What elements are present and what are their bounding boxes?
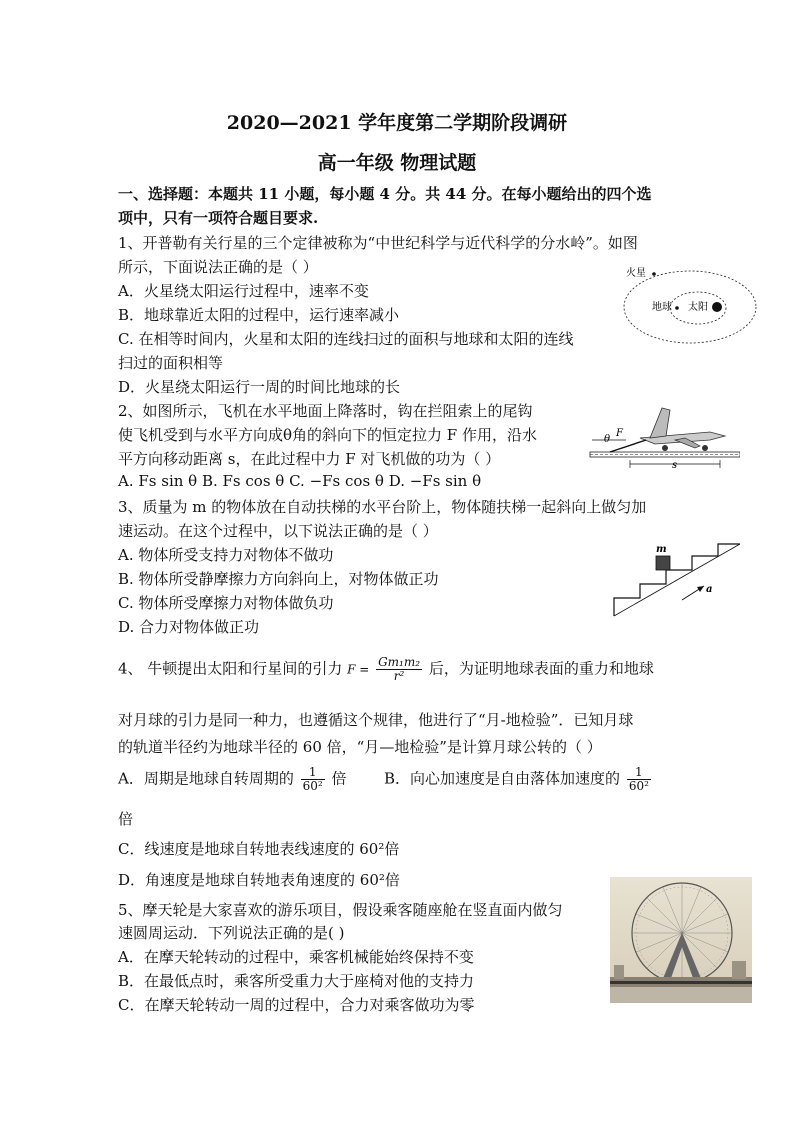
q4-option-a-pre: A．周期是地球自转周期的 [118,769,294,788]
q5-option-a: A．在摩天轮转动的过程中，乘客机械能始终保持不变 [118,948,474,966]
orbit-figure [620,262,760,352]
plane-figure [570,400,740,470]
q5-stem: 5、摩天轮是大家喜欢的游乐项目，假设乘客随座舱在竖直面内做匀 [118,901,563,919]
q4-stem-cont: 对月球的引力是同一种力，也遵循这个规律，他进行了“月-地检验”．已知月球 [118,711,634,729]
formula-lhs: F = [347,662,370,677]
page-subtitle: 高一年级 物理试题 [317,152,477,174]
formula-numerator: Gm₁m₂ [378,655,421,669]
q4-option-d: D．角速度是地球自转地表角速度的 60²倍 [118,871,400,889]
escalator-figure [612,540,744,620]
mass-label: m [656,544,667,555]
earth-label: 地球 [652,302,672,313]
page-title: 2020—2021 学年度第二学期阶段调研 [226,112,568,134]
sun-label: 太阳 [688,302,708,313]
q3-option-d: D. 合力对物体做正功 [118,618,260,636]
fraction-a-num: 1 [301,766,325,780]
q4-options-ab [118,766,347,793]
q1-option-d: D．火星绕太阳运行一周的时间比地球的长 [118,378,401,396]
q4-stem-cont2: 的轨道半径约为地球半径的 60 倍，“月—地检验”是计算月球公转的（ ） [118,738,602,756]
accel-label: a [706,584,713,595]
q1-option-a: A．火星绕太阳运行过程中，速率不变 [118,282,369,300]
q4-stem-post: 后，为证明地球表面的重力和地球 [428,659,654,678]
q5-option-b: B．在最低点时，乘客所受重力大于座椅对他的支持力 [118,972,475,990]
fraction-b-num: 1 [627,766,651,780]
q4-option-b-post: 倍 [118,810,134,828]
section-heading: 一、选择题：本题共 11 小题，每小题 4 分。共 44 分。在每小题给出的四个选 [118,185,652,203]
theta-label: θ [604,434,611,445]
q5-stem-cont: 速圆周运动．下列说法正确的是( ) [118,924,345,942]
q4-option-a-post: 倍 [331,769,347,788]
fraction-b-den: 60² [628,779,649,793]
q1-stem: 1、开普勒有关行星的三个定律被称为“中世纪科学与近代科学的分水岭”。如图 [118,234,638,252]
formula-denominator: r² [393,669,405,683]
q3-option-b: B. 物体所受静摩擦力方向斜向上，对物体做正功 [118,570,439,588]
q3-option-c: C. 物体所受摩擦力对物体做负功 [118,594,334,612]
q1-option-c-cont: 扫过的面积相等 [118,354,224,372]
q4-option-b [384,766,653,793]
q2-stem-cont: 使飞机受到与水平方向成θ角的斜向下的恒定拉力 F 作用，沿水 [118,426,537,444]
fraction-a-den: 60² [302,779,323,793]
ferris-wheel-photo [610,877,752,1003]
q3-option-a: A. 物体所受支持力对物体不做功 [118,546,334,564]
section-heading-cont: 项中，只有一项符合题目要求. [118,209,319,227]
fraction-a [301,766,325,793]
q2-stem: 2、如图所示，飞机在水平地面上降落时，钩在拦阻索上的尾钩 [118,402,533,420]
q1-option-c: C. 在相等时间内，火星和太阳的连线扫过的面积与地球和太阳的连线 [118,330,574,348]
q5-option-c: C．在摩天轮转动一周的过程中，合力对乘客做功为零 [118,996,475,1014]
q2-stem-cont2: 平方向移动距离 s，在此过程中力 F 对飞机做的功为（ ） [118,450,501,468]
force-label: F [616,428,623,439]
q2-options: A. Fs sin θ B. Fs cos θ C. −Fs cos θ D. −Fs sin θ [118,472,482,490]
q4-stem [118,656,654,683]
q4-stem-pre: 4、 牛顿提出太阳和行星间的引力 [118,659,343,678]
mars-label: 火星 [626,268,646,279]
distance-label: s [672,460,678,470]
q1-option-b: B．地球靠近太阳的过程中，运行速率减小 [118,306,400,324]
q3-stem-cont: 速运动。在这个过程中，以下说法正确的是（ ） [118,522,438,540]
gravity-formula [376,656,422,683]
fraction-b [627,766,651,793]
q3-stem: 3、质量为 m 的物体放在自动扶梯的水平台阶上，物体随扶梯一起斜向上做匀加 [118,498,647,516]
q4-option-b-pre: B．向心加速度是自由落体加速度的 [384,769,621,788]
q4-option-c: C．线速度是地球自转地表线速度的 60²倍 [118,840,400,858]
q1-stem-cont: 所示，下面说法正确的是（ ） [118,258,318,276]
